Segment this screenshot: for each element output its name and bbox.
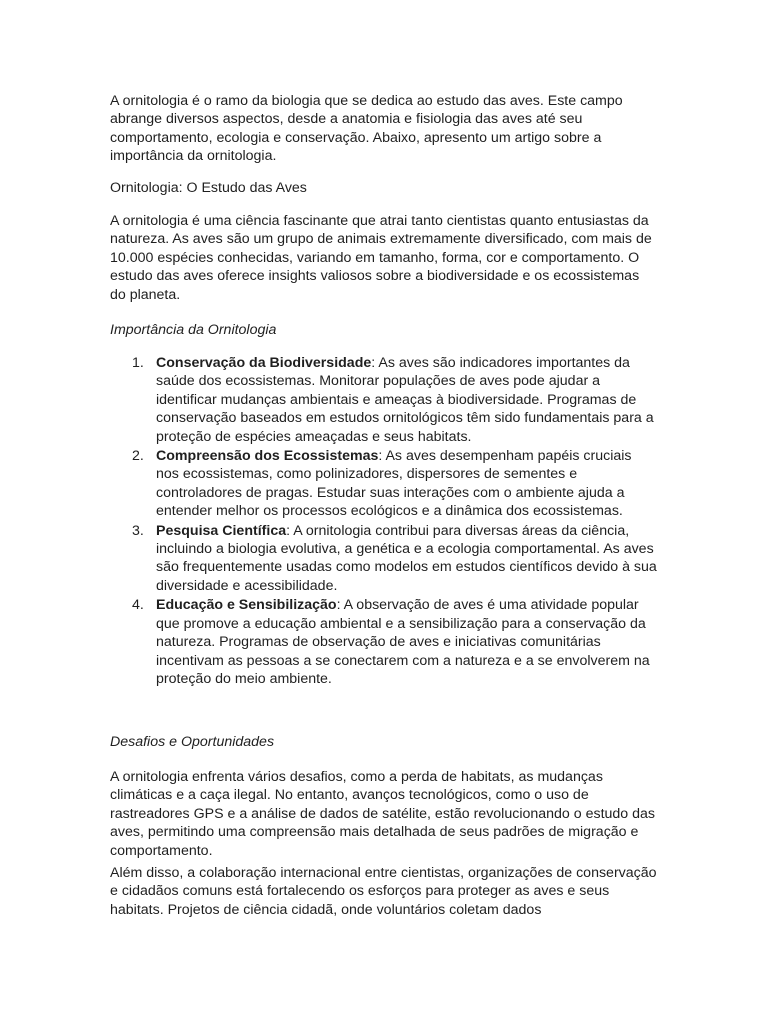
list-item-number: 2. bbox=[132, 448, 144, 465]
list-item-title: Pesquisa Científica bbox=[156, 522, 287, 539]
section-heading-importance: Importância da Ornitologia bbox=[110, 322, 277, 338]
list-item-title: Educação e Sensibilização bbox=[156, 597, 337, 614]
article-title: Ornitologia: O Estudo das Aves bbox=[110, 180, 307, 196]
list-item-number: 4. bbox=[132, 597, 144, 614]
body-paragraph-1: A ornitologia é uma ciência fascinante que atrai tanto cientistas quanto entusiastas da natureza. As aves são um grupo de animais extremamente diversificado, com mais de 10.000 espécies conhecidas, variando em tamanho, forma, cor e comportamento. O estudo das aves oferece insights valiosos sobre a biodiversidade e os ecossistemas do planeta. bbox=[110, 213, 652, 303]
list-item bbox=[110, 522, 658, 596]
list-item bbox=[110, 447, 658, 521]
section-heading-challenges: Desafios e Oportunidades bbox=[110, 734, 275, 750]
list-item-text: : A observação de aves é uma atividade popular que promove a educação ambiental e a sensibilização para a conservação da natureza. Programas de observação de aves e iniciativas comunitárias incentivam as pessoas a se conectarem com a natureza e a se envolverem na proteção do meio ambiente. bbox=[156, 597, 650, 687]
list-item bbox=[110, 596, 658, 688]
list-item-number: 3. bbox=[132, 522, 144, 539]
list-item-text: : As aves são indicadores importantes da saúde dos ecossistemas. Monitorar populações de aves pode ajudar a identificar mudanças ambientais e ameaças à biodiversidade. Programas de conservação baseados em estudos ornitológicos têm sido fundamentais para a proteção de espécies ameaçadas e seus habitats. bbox=[156, 355, 654, 445]
list-item-text: : A ornitologia contribui para diversas áreas da ciência, incluindo a biologia evolutiva, a genética e a ecologia comportamental. As aves são frequentemente usadas como modelos em estudos científicos devido à sua diversidade e acessibilidade. bbox=[156, 522, 657, 594]
body-paragraph-2: A ornitologia enfrenta vários desafios, como a perda de habitats, as mudanças climáticas e a caça ilegal. No entanto, avanços tecnológicos, como o uso de rastreadores GPS e a análise de dados de satélite, estão revolucionando o estudo das aves, permitindo uma compreensão mais detalhada de seus padrões de migração e comportamento. bbox=[110, 769, 655, 859]
list-item-title: Compreensão dos Ecossistemas bbox=[156, 448, 379, 465]
list-item-text: : As aves desempenham papéis cruciais nos ecossistemas, como polinizadores, dispersores de sementes e controladores de pragas. Estudar suas interações com o ambiente ajuda a entender melhor os processos ecológicos e a dinâmica dos ecossistemas. bbox=[156, 448, 632, 520]
intro-paragraph: A ornitologia é o ramo da biologia que se dedica ao estudo das aves. Este campo abrange diversos aspectos, desde a anatomia e fisiologia das aves até seu comportamento, ecologia e conservação. Abaixo, apresento um artigo sobre a importância da ornitologia. bbox=[110, 93, 623, 165]
list-item-number: 1. bbox=[132, 355, 144, 371]
body-paragraph-3: Além disso, a colaboração internacional entre cientistas, organizações de conservação e cidadãos comuns está fortalecendo os esforços para proteger as aves e seus habitats. Projetos de ciência cidadã, onde voluntários coletam dados bbox=[110, 865, 657, 918]
list-item bbox=[110, 354, 658, 446]
importance-list bbox=[110, 354, 658, 689]
list-item-title: Conservação da Biodiversidade bbox=[156, 355, 372, 371]
